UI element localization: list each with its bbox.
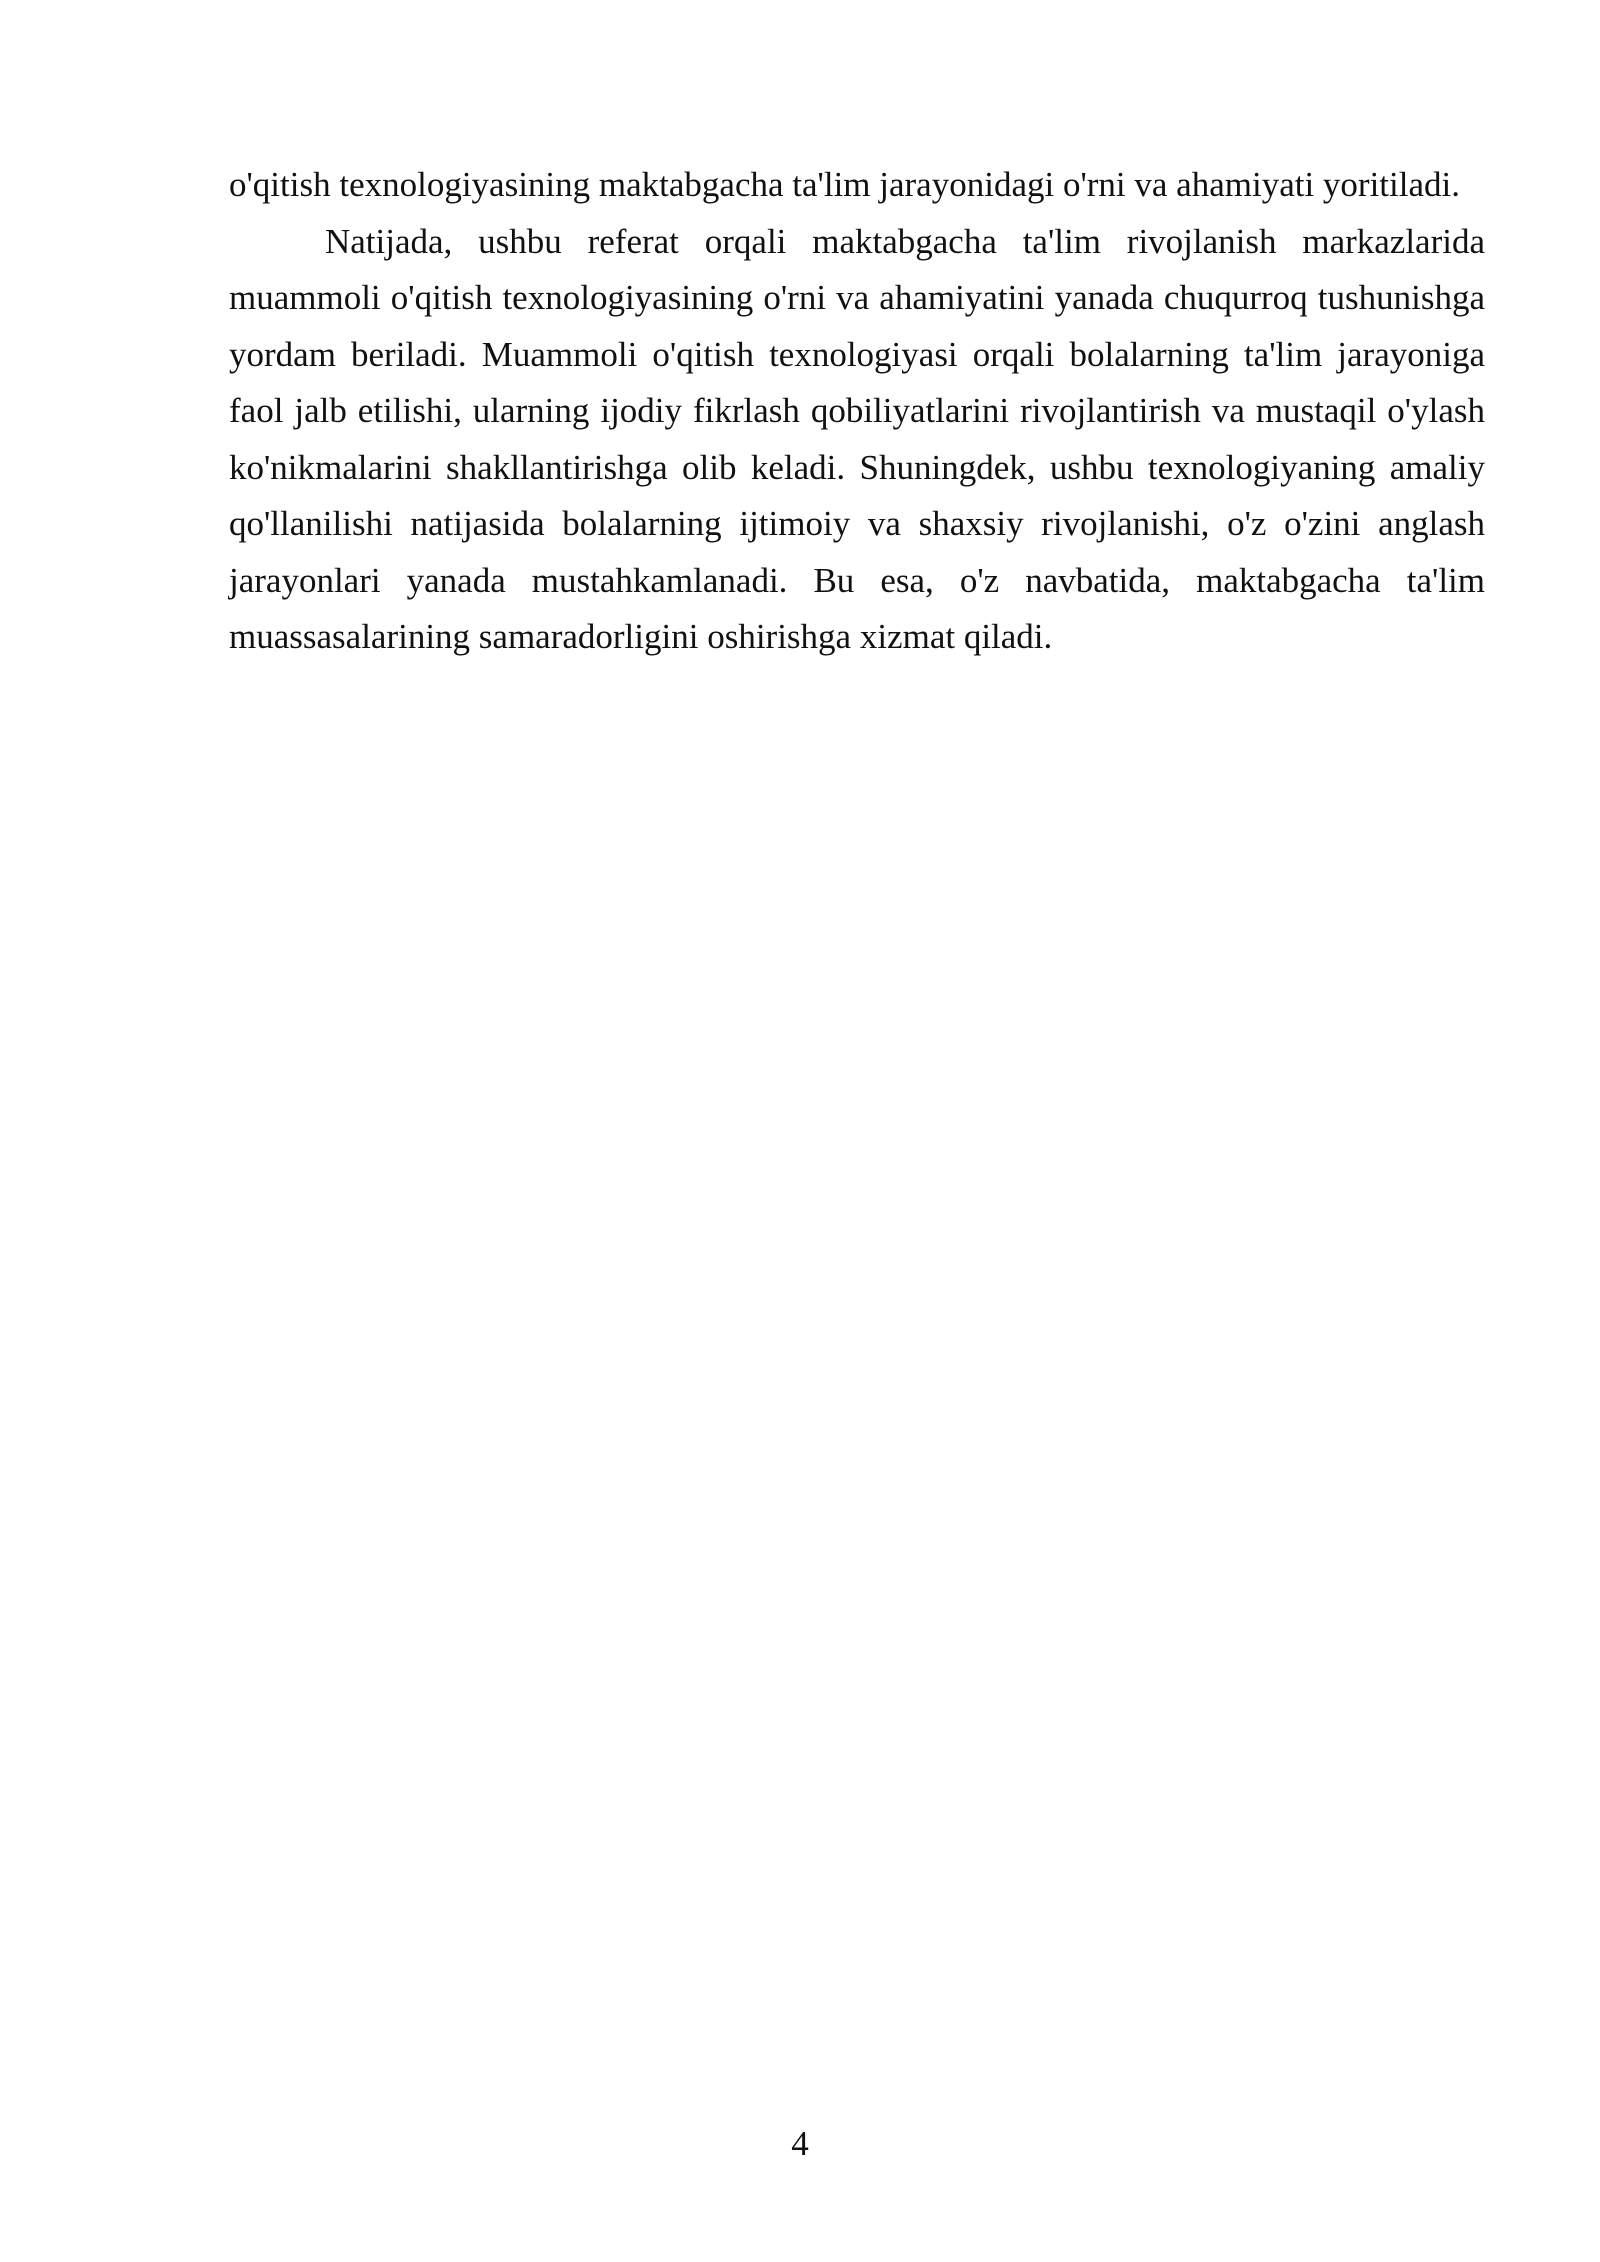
body-text (229, 157, 1485, 666)
paragraph-continuation: o'qitish texnologiyasining maktabgacha ta'lim jarayonidagi o'rni va ahamiyati yoritiladi. (229, 165, 1460, 204)
page-number: 4 (791, 2124, 809, 2163)
paragraph-conclusion: Natijada, ushbu referat orqali maktabgacha ta'lim rivojlanish markazlarida muammoli o'qitish texnologiyasining o'rni va ahamiyatini yanada chuqurroq tushunishga yordam beriladi. Muammoli o'qitish texnologiyasi orqali bolalarning ta'lim jarayoniga faol jalb etilishi, ularning ijodiy fikrlash qobiliyatlarini rivojlantirish va mustaqil o'ylash ko'nikmalarini shakllantirishga olib keladi. Shuningdek, ushbu texnologiyaning amaliy qo'llanilishi natijasida bolalarning ijtimoiy va shaxsiy rivojlanishi, o'z o'zini anglash jarayonlari yanada mustahkamlanadi. Bu esa, o'z navbatida, maktabgacha ta'lim muassasalarining samaradorligini oshirishga xizmat qiladi. (229, 221, 1485, 656)
